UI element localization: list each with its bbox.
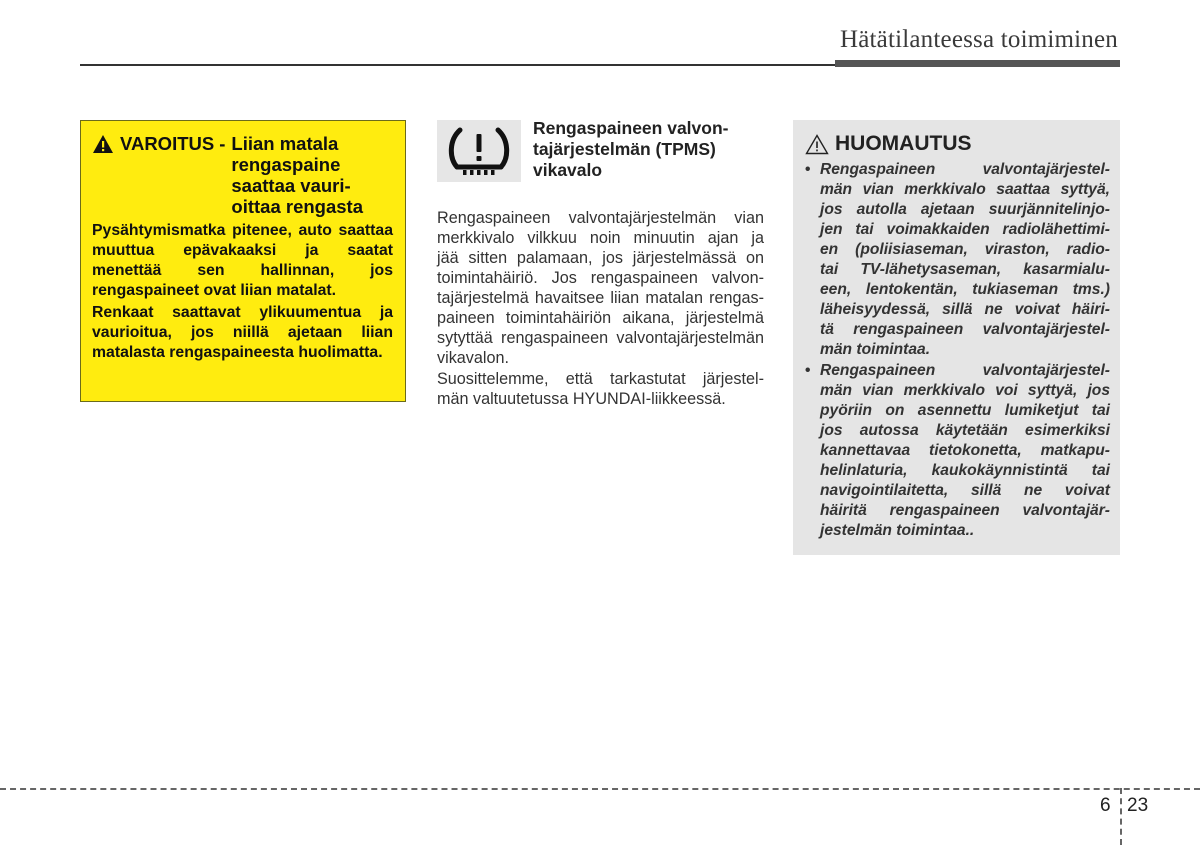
notice-heading xyxy=(805,132,1110,156)
text-line: Suosittelemme, että tarkastutat järjestel- xyxy=(437,370,764,388)
text-line: jos autolla ajetaan suurjännitelinjo- xyxy=(820,201,1110,218)
text-line: tajärjestelmä havaitsee liian matalan rengas- xyxy=(437,289,764,307)
notice-list xyxy=(805,160,1110,541)
notice-label: HUOMAUTUS xyxy=(835,132,972,155)
text-line: sytyttää rengaspaineen valvontajärjestelmän xyxy=(437,329,764,347)
page-header-title: Hätätilanteessa toimiminen xyxy=(839,26,1118,53)
warning-separator: - xyxy=(219,133,226,154)
text-line: toimintahäiriö. Jos rengaspaineen valvon- xyxy=(437,269,764,287)
notice-item xyxy=(805,361,1110,541)
warning-paragraph: Renkaat saattavat ylikuumentua ja vaurioitua, jos niillä ajetaan liian matalasta rengaspaineesta huolimatta. xyxy=(92,304,393,361)
text-line: Rengaspaineen valvontajärjestel- xyxy=(820,362,1110,379)
text-line: män vian merkkivalo voi syttyä, jos xyxy=(820,382,1110,399)
warning-title-line: rengaspaine xyxy=(231,154,341,175)
text-line: paineen toimintahäiriön aikana, järjestelmä xyxy=(437,309,764,327)
tpms-icon-graphic xyxy=(437,120,521,182)
bullet: • xyxy=(805,362,811,379)
text-line: män valtuutetussa HYUNDAI-liikkeessä. xyxy=(437,390,726,408)
text-line: navigointilaitetta, sillä ne voivat xyxy=(820,482,1110,499)
notice-box xyxy=(793,120,1120,555)
text-line: Rengaspaineen valvontajärjestelmän vian xyxy=(437,209,764,227)
warning-label: VAROITUS xyxy=(120,133,215,154)
text-line: Rengaspaineen valvontajärjestel- xyxy=(820,161,1110,178)
tpms-paragraph xyxy=(437,369,764,409)
footer-rule xyxy=(0,788,1200,790)
text-line: vikavalon. xyxy=(437,349,509,367)
warning-heading xyxy=(92,133,393,217)
text-line: tä rengaspaineen valvontajärjestel- xyxy=(820,321,1110,338)
bullet: • xyxy=(805,161,811,178)
footer-separator xyxy=(1120,788,1122,845)
warning-title-line: oittaa rengasta xyxy=(231,196,363,217)
warning-box xyxy=(80,120,406,402)
warning-title-line: Liian matala xyxy=(231,133,339,154)
text-line: merkkivalo vilkkuu noin minuutin ajan ja xyxy=(437,229,764,247)
notice-item xyxy=(805,160,1110,360)
chapter-number: 6 xyxy=(1100,795,1111,816)
warning-text xyxy=(92,221,393,363)
tpms-warning-light-icon xyxy=(437,120,521,182)
page-number: 23 xyxy=(1127,795,1149,816)
text-line: läheisyydessä, sillä ne voivat häiri- xyxy=(820,301,1110,318)
header-rule-accent xyxy=(835,60,1120,67)
warning-triangle-icon xyxy=(92,134,114,154)
warning-title xyxy=(231,133,371,217)
text-line: jos autossa käytetään esimerkiksi xyxy=(820,422,1110,439)
tpms-heading xyxy=(533,118,763,181)
header-rule xyxy=(80,64,840,66)
text-line: kannettavaa tietokonetta, matkapu- xyxy=(820,442,1110,459)
tpms-body-text xyxy=(437,208,764,409)
warning-title-line: saattaa vauri- xyxy=(231,175,351,196)
text-line: häiritä rengaspaineen valvontajär- xyxy=(820,502,1110,519)
caution-triangle-icon xyxy=(805,134,829,155)
tpms-heading-line: vikavalo xyxy=(533,160,603,180)
text-line: jen tai voimakkaiden radiolähettimi- xyxy=(820,221,1110,238)
text-line: män toimintaa. xyxy=(820,341,931,358)
tpms-heading-line: tajärjestelmän (TPMS) xyxy=(533,139,716,159)
text-line: helinlaturia, kaukokäynnistintä tai xyxy=(820,462,1110,479)
tpms-heading-line: Rengaspaineen valvon- xyxy=(533,118,729,138)
text-line: en (poliisiaseman, viraston, radio- xyxy=(820,241,1110,258)
text-line: een, lentokentän, tukiaseman tms.) xyxy=(820,281,1110,298)
text-line: pyöriin on asennettu lumiketjut tai xyxy=(820,402,1110,419)
text-line: jää sitten palamaan, jos järjestelmässä on xyxy=(437,249,764,267)
warning-paragraph: Pysähtymismatka pitenee, auto saattaa muuttua epävakaaksi ja saatat menettää sen hallinnan, jos rengaspaineet ovat liian matalat. xyxy=(92,222,393,299)
text-line: jestelmän toimintaa.. xyxy=(820,522,975,539)
tpms-paragraph xyxy=(437,208,764,368)
text-line: män vian merkkivalo saattaa syttyä, xyxy=(820,181,1110,198)
text-line: tai TV-lähetysaseman, kasarmialu- xyxy=(820,261,1110,278)
